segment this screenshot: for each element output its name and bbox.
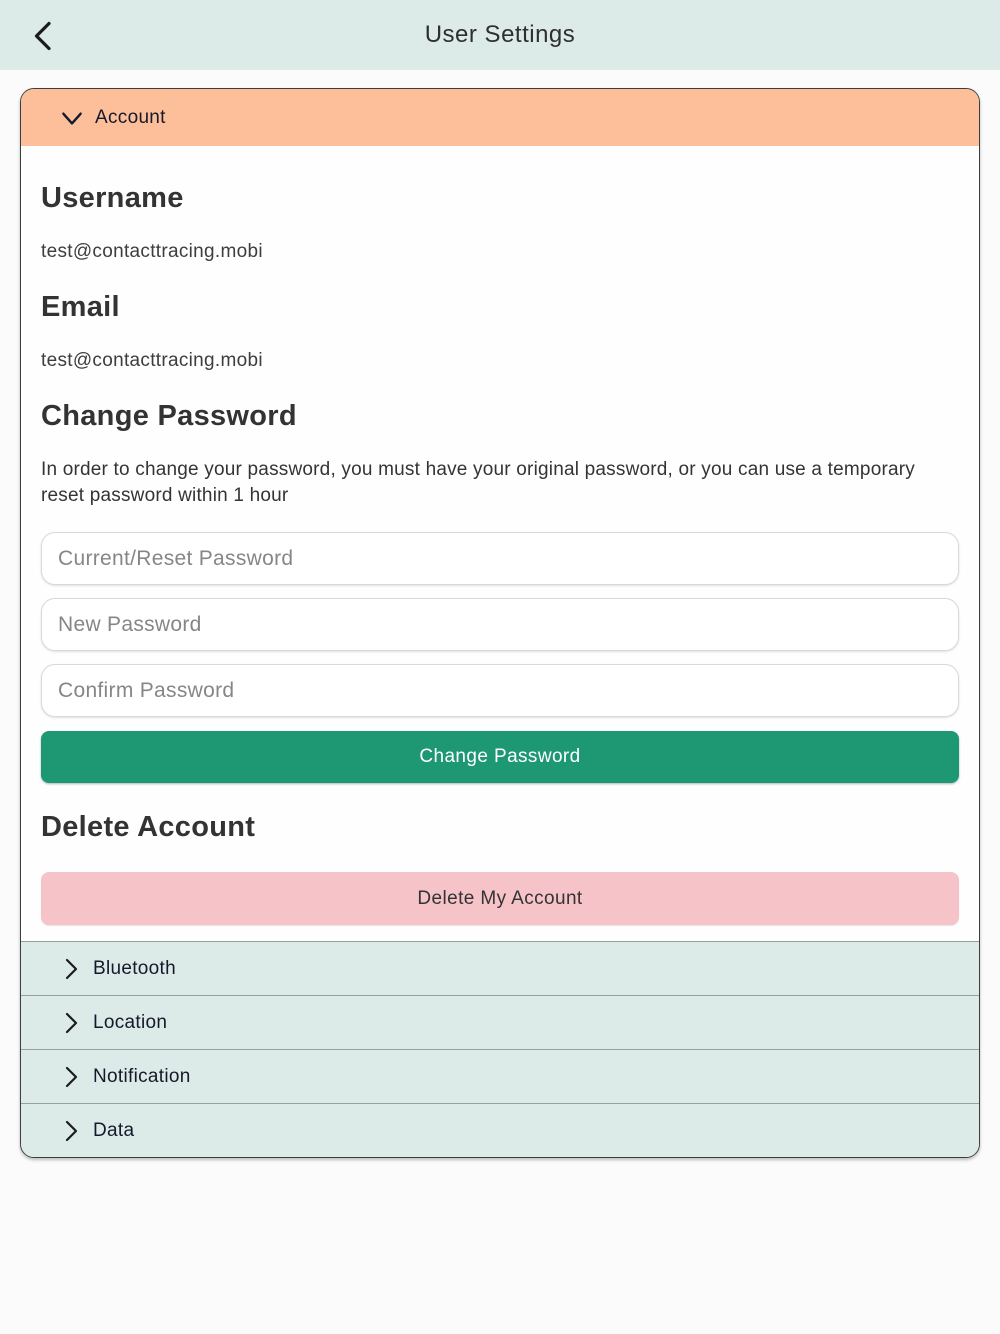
chevron-left-icon <box>29 19 59 53</box>
accordion-header-data[interactable] <box>21 1103 979 1157</box>
change-password-button[interactable]: Change Password <box>41 731 959 783</box>
new-password-input[interactable] <box>41 598 959 651</box>
page-title: User Settings <box>424 21 576 48</box>
email-value: test@contacttracing.mobi <box>41 350 263 371</box>
delete-account-heading: Delete Account <box>41 811 256 844</box>
accordion-header-account[interactable] <box>21 89 979 146</box>
current-password-input[interactable] <box>41 532 959 585</box>
accordion-header-notification[interactable] <box>21 1049 979 1103</box>
accordion-header-location[interactable] <box>21 995 979 1049</box>
chevron-right-icon <box>59 1118 83 1144</box>
chevron-right-icon <box>59 956 83 982</box>
chevron-down-icon <box>59 105 85 131</box>
email-heading: Email <box>41 291 120 323</box>
accordion-label-notification: Notification <box>93 1065 191 1087</box>
confirm-password-input[interactable] <box>41 664 959 717</box>
chevron-right-icon <box>59 1010 83 1036</box>
change-password-heading: Change Password <box>41 400 297 432</box>
accordion-label-account: Account <box>95 106 166 128</box>
chevron-right-icon <box>59 1064 83 1090</box>
settings-accordion <box>20 88 980 1158</box>
username-value: test@contacttracing.mobi <box>41 241 263 262</box>
back-button[interactable] <box>22 14 66 58</box>
accordion-header-bluetooth[interactable] <box>21 941 979 995</box>
accordion-label-bluetooth: Bluetooth <box>93 957 176 979</box>
delete-account-button[interactable]: Delete My Account <box>41 872 959 925</box>
account-panel <box>21 182 979 941</box>
username-heading: Username <box>41 182 184 214</box>
settings-main <box>0 88 1000 1158</box>
accordion-label-location: Location <box>93 1011 168 1033</box>
accordion-label-data: Data <box>93 1119 135 1141</box>
app-header <box>0 0 1000 70</box>
change-password-note: In order to change your password, you must have your original password, or you can use a temporary reset password within 1 hour <box>41 459 915 506</box>
